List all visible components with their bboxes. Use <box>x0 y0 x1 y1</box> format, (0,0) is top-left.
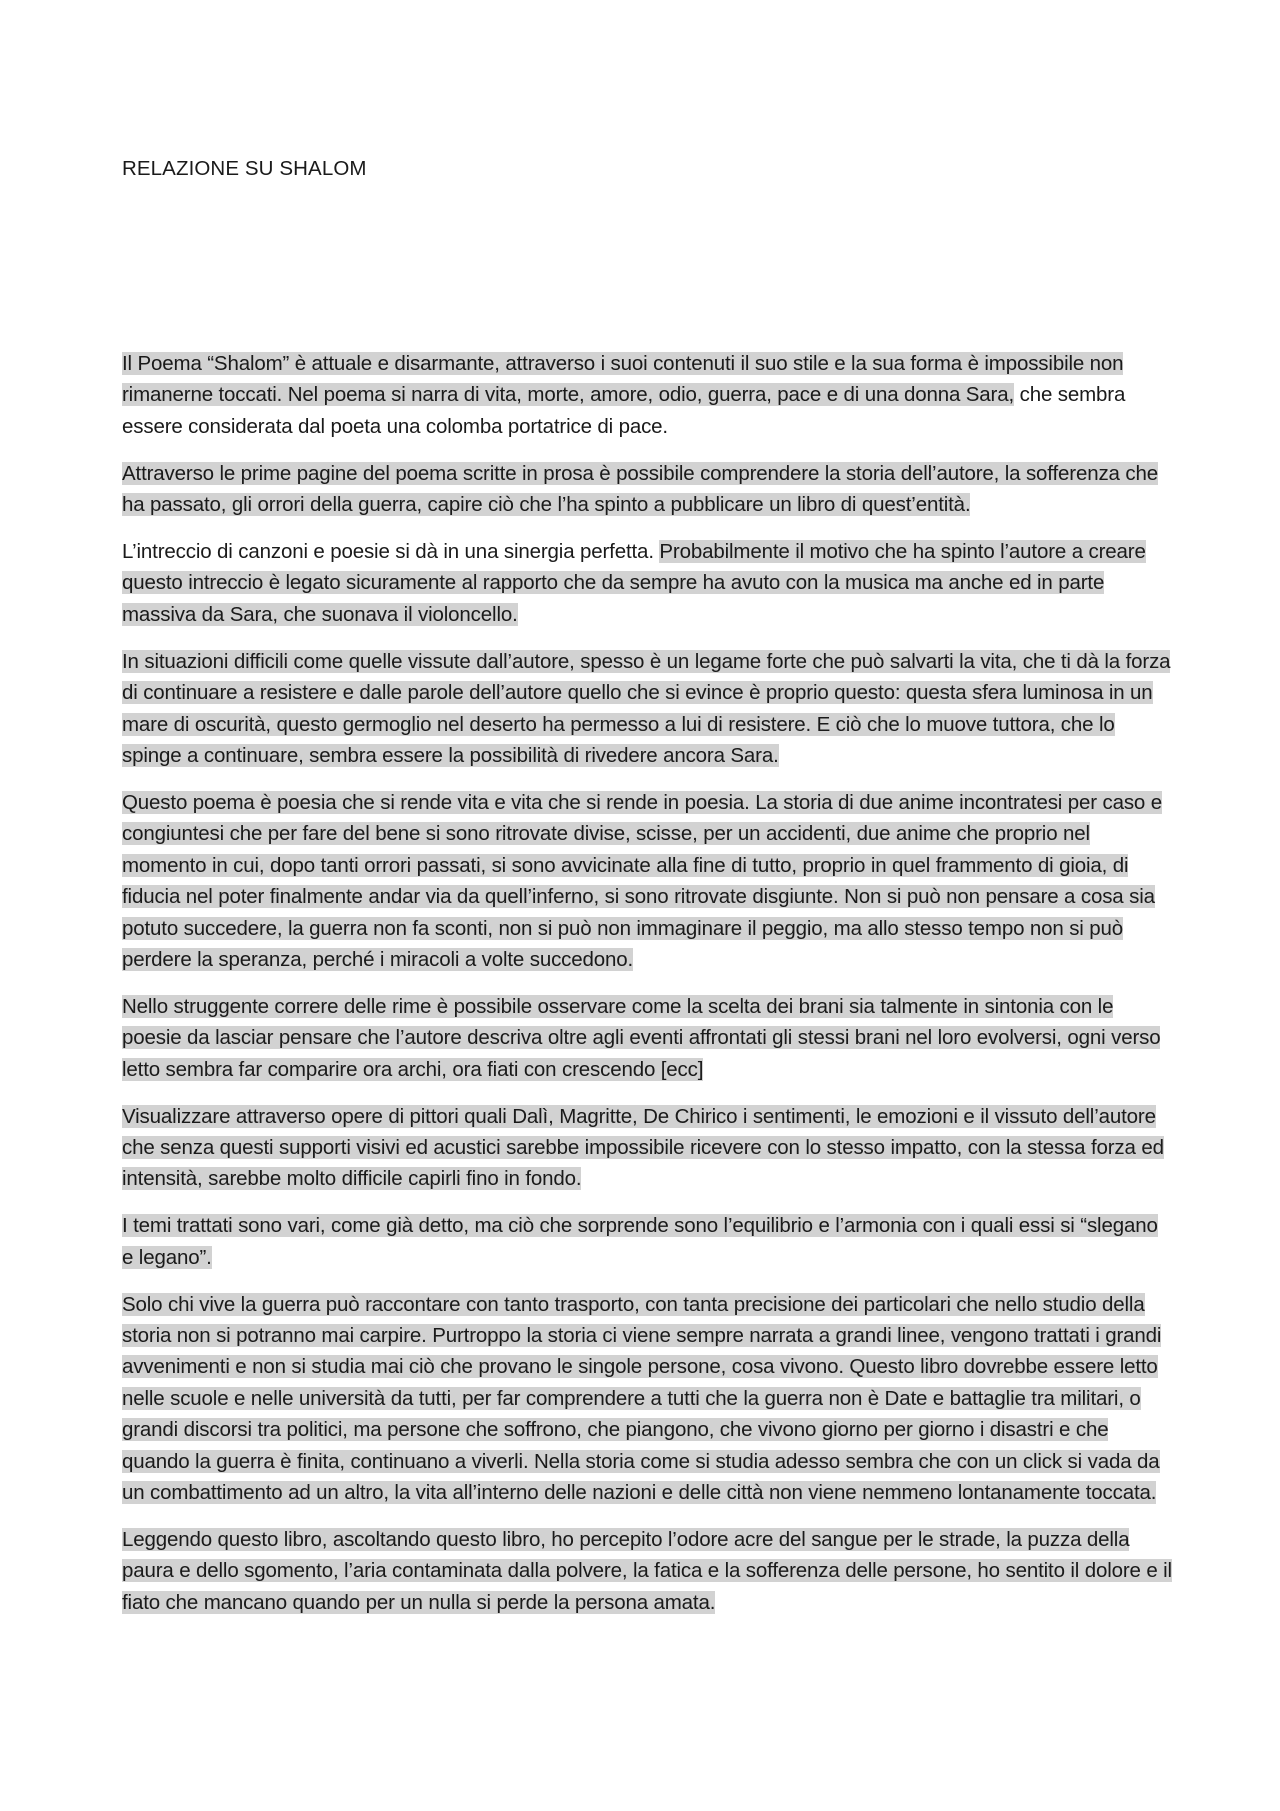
document-body <box>122 348 1172 1634</box>
highlighted-text: Attraverso le prime pagine del poema scritte in prosa è possibile comprendere la storia dell’autore, la sofferenza che ha passato, gli orrori della guerra, capire ciò che l’ha spinto a pubblicare un libro di quest’entità. <box>122 461 1158 517</box>
highlighted-text: Probabilmente il motivo che ha spinto l’autore a creare questo intreccio è legato sicuramente al rapporto che da sempre ha avuto con la musica ma anche ed in parte massiva da Sara, che suonava il violoncello. <box>122 540 1146 626</box>
paragraph-3 <box>122 536 1172 630</box>
plain-text: L’intreccio di canzoni e poesie si dà in una sinergia perfetta. <box>122 540 660 564</box>
paragraph-4 <box>122 646 1172 772</box>
paragraph-6 <box>122 991 1172 1085</box>
highlighted-text: Questo poema è poesia che si rende vita e vita che si rende in poesia. La storia di due anime incontratesi per caso e congiuntesi che per fare del bene si sono ritrovate divise, scisse, per un accidenti, due anime che proprio nel momento in cui, dopo tanti orrori passati, si sono avvicinate alla fine di tutto, proprio in quel frammento di gioia, di fiducia nel poter finalmente andar via da quell’inferno, si sono ritrovate disgiunte. Non si può non pensare a cosa sia potuto succedere, la guerra non fa sconti, non si può non immaginare il peggio, ma allo stesso tempo non si può perdere la speranza, perché i miracoli a volte succedono. <box>122 790 1162 971</box>
highlighted-text: Visualizzare attraverso opere di pittori quali Dalì, Magritte, De Chirico i sentimenti, le emozioni e il vissuto dell’autore che senza questi supporti visivi ed acustici sarebbe impossibile ricevere con lo stesso impatto, con la stessa forza ed intensità, sarebbe molto difficile capirli fino in fondo. <box>122 1104 1164 1191</box>
paragraph-2 <box>122 458 1172 521</box>
highlighted-text: Nello struggente correre delle rime è possibile osservare come la scelta dei brani sia talmente in sintonia con le poesie da lasciar pensare che l’autore descriva oltre agli eventi affrontati gli stessi brani nel loro evolversi, ogni verso letto sembra far comparire ora archi, ora fiati con crescendo [ecc] <box>122 994 1161 1081</box>
highlighted-text: In situazioni difficili come quelle vissute dall’autore, spesso è un legame forte che può salvarti la vita, che ti dà la forza di continuare a resistere e dalle parole dell’autore quello che si evince è proprio questo: questa sfera luminosa in un mare di oscurità, questo germoglio nel deserto ha permesso a lui di resistere. E ciò che lo muove tuttora, che lo spinge a continuare, sembra essere la possibilità di rivedere ancora Sara. <box>122 649 1171 767</box>
document-title: RELAZIONE SU SHALOM <box>122 157 367 180</box>
highlighted-text: I temi trattati sono vari, come già detto, ma ciò che sorprende sono l’equilibrio e l’armonia con i quali essi si “slegano e legano”. <box>122 1214 1158 1269</box>
paragraph-1 <box>122 348 1172 442</box>
highlighted-text: Leggendo questo libro, ascoltando questo libro, ho percepito l’odore acre del sangue per le strade, la puzza della paura e dello sgomento, l’aria contaminata dalla polvere, la fatica e la sofferenza delle persone, ho sentito il dolore e il fiato che mancano quando per un nulla si perde la persona amata. <box>122 1527 1172 1614</box>
paragraph-10 <box>122 1524 1172 1618</box>
plain-text: che sembra essere considerata dal poeta una colomba portatrice di pace. <box>122 383 1126 438</box>
paragraph-9 <box>122 1289 1172 1509</box>
highlighted-text: Solo chi vive la guerra può raccontare con tanto trasporto, con tanta precisione dei particolari che nello studio della storia non si potranno mai carpire. Purtroppo la storia ci viene sempre narrata a grandi linee, vengono trattati i grandi avvenimenti e non si studia mai ciò che provano le singole persone, cosa vivono. Questo libro dovrebbe essere letto nelle scuole e nelle università da tutti, per far comprendere a tutti che la guerra non è Date e battaglie tra militari, o grandi discorsi tra politici, ma persone che soffrono, che piangono, che vivono giorno per giorno i disastri e che quando la guerra è finita, continuano a viverli. Nella storia come si studia adesso sembra che con un click si vada da un combattimento ad un altro, la vita all’interno delle nazioni e delle città non viene nemmeno lontanamente toccata. <box>122 1292 1162 1504</box>
paragraph-7 <box>122 1101 1172 1195</box>
paragraph-8 <box>122 1210 1172 1273</box>
highlighted-text: Il Poema “Shalom” è attuale e disarmante, attraverso i suoi contenuti il suo stile e la sua forma è impossibile non rimanerne toccati. Nel poema si narra di vita, morte, amore, odio, guerra, pace e di una donna Sara, <box>122 352 1124 407</box>
paragraph-5 <box>122 787 1172 975</box>
